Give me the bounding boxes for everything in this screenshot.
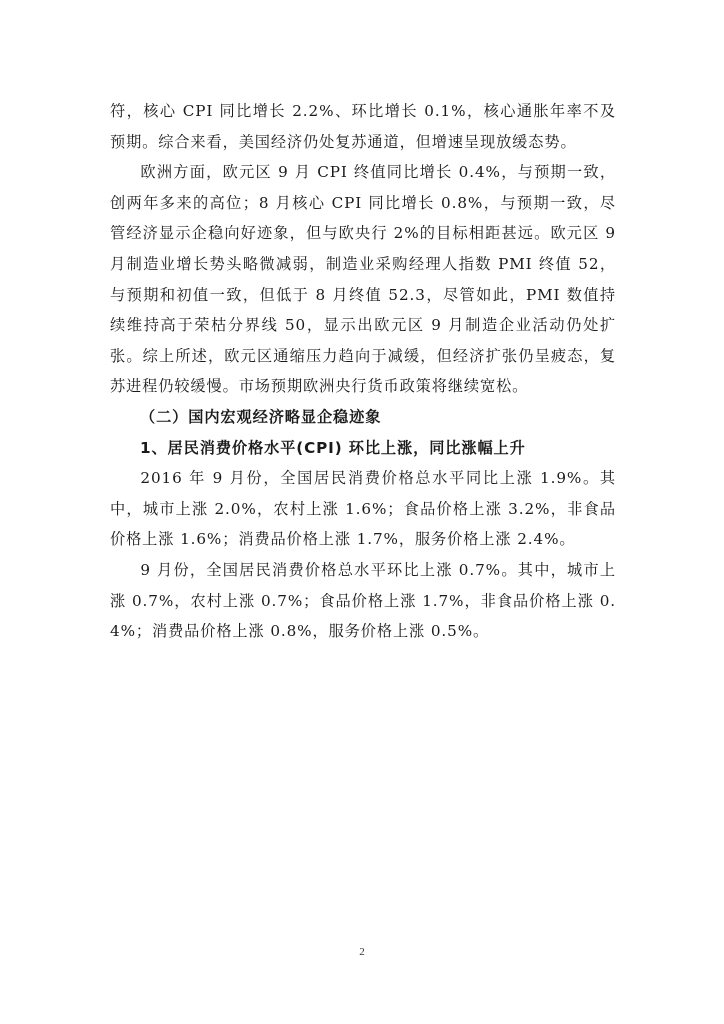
paragraph-cpi-yoy: 2016 年 9 月份，全国居民消费价格总水平同比上涨 1.9%。其中，城市上涨 2.0%，农村上涨 1.6%；食品价格上涨 3.2%，非食品价格上涨 1.6%；消费品价格上涨 1.7%，服务价格上涨 2.4%。: [110, 469, 616, 549]
paragraph-europe: 欧洲方面，欧元区 9 月 CPI 终值同比增长 0.4%，与预期一致，创两年多来的高位；8 月核心 CPI 同比增长 0.8%，与预期一致，尽管经济显示企稳向好迹象，但与欧央行 2%的目标相距甚远。欧元区 9 月制造业增长势头略微减弱，制造业采购经理人指数 PMI 终值 52，与预期和初值一致，但低于 8 月终值 52.3，尽管如此，PMI 数值持续维持高于荣枯分界线 50，显示出欧元区 9 月制造企业活动仍处扩张。综上所述，欧元区通缩压力趋向于减缓，但经济扩张仍呈疲态，复苏进程仍较缓慢。市场预期欧洲央行货币政策将继续宽松。: [110, 163, 616, 396]
paragraph-continuation: 符，核心 CPI 同比增长 2.2%、环比增长 0.1%，核心通胀年率不及预期。综合来看，美国经济仍处复苏通道，但增速呈现放缓态势。: [110, 102, 616, 151]
paragraph-cpi-mom: 9 月份，全国居民消费价格总水平环比上涨 0.7%。其中，城市上涨 0.7%，农村上涨 0.7%；食品价格上涨 1.7%，非食品价格上涨 0.4%；消费品价格上涨 0.8%，服务价格上涨 0.5%。: [110, 560, 616, 641]
page-number: 2: [359, 946, 365, 958]
subsection-heading: 1、居民消费价格水平(CPI) 环比上涨，同比涨幅上升: [140, 438, 526, 457]
document-body: [110, 96, 616, 647]
section-heading: （二）国内宏观经济略显企稳迹象: [140, 407, 382, 426]
